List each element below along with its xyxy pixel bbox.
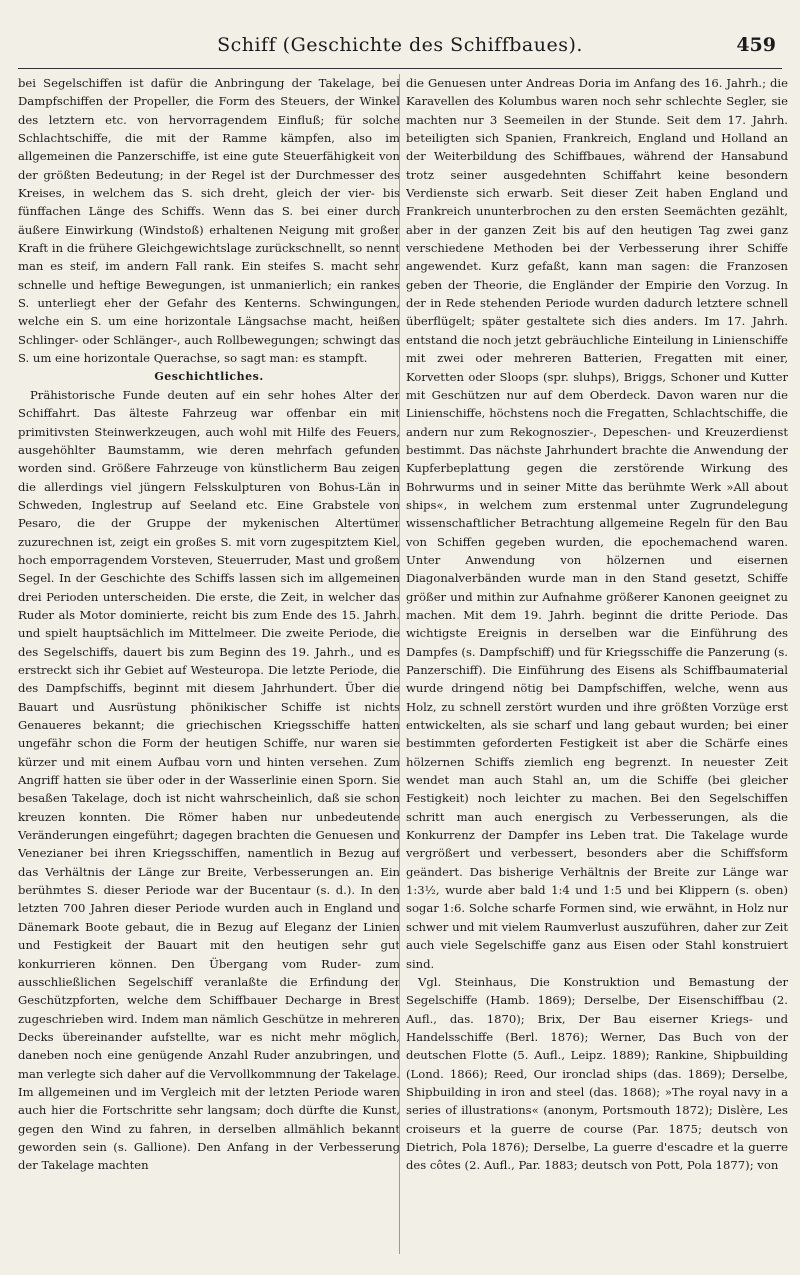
section-heading: Geschichtliches.: [154, 369, 264, 383]
paragraph-history: Prähistorische Funde deuten auf ein sehr hohes Alter der Schiffahrt. Das älteste Fahrzeug war offenbar ein mit primitivsten Steinwerkzeugen, auch wohl mit Hilfe des Feuers, ausgehöhlter Baumstamm, wie deren mehrfach gefunden worden sind. Größere Fahrzeuge von künstlicherm Bau zeigen die allerdings viel jüngern Felsskulpturen von Bohus-Län in Schweden, Inglestrup auf Seeland etc. Eine Grabstele von Pesaro, die der Gruppe der mykenischen Altertümer zuzurechnen ist, zeigt ein großes S. mit vorn zugespitztem Kiel, hoch emporragendem Vorsteven, Steuerruder, Mast und großem Segel. In der Geschichte des Schiffs lassen sich im allgemeinen drei Perioden unterscheiden. Die erste, die Zeit, in welcher das Ruder als Motor dominierte, reicht bis zum Ende des 15. Jahrh. und spielt hauptsächlich im Mittelmeer. Die zweite Periode, die des Segelschiffs, dauert bis zum Beginn des 19. Jahrh., und es erstreckt sich ihr Gebiet auf Westeuropa. Die letzte Periode, die des Dampfschiffs, beginnt mit diesem Jahrhundert. Über die Bauart und Ausrüstung phönikischer Schiffe ist nichts Genaueres bekannt; die griechischen Kriegsschiffe hatten ungefähr schon die Form der heutigen Schiffe, nur waren sie kürzer und mit einem Aufbau vorn und hinten versehen. Zum Angriff hatten sie über oder in der Wasserlinie einen Sporn. Sie besaßen Takelage, doch ist nicht wahrscheinlich, daß sie schon kreuzen konnten. Die Römer haben nur unbedeutende Veränderungen eingeführt; dagegen brachten die Genuesen und Venezianer bei ihren Kriegsschiffen, namentlich in Bezug auf das Verhältnis der Länge zur Breite, Verbesserungen an. Ein berühmtes S. dieser Periode war der Bucentaur (s. d.). In den letzten 700 Jahren dieser Periode wurden auch in England und Dänemark Boote gebaut, die in Bezug auf Eleganz der Linien und Festigkeit der Bauart mit den heutigen sehr gut konkurrieren können. Den Übergang vom Ruder- zum ausschließlichen Segelschiff veranlaßte die Erfindung der Geschützpforten, welche dem Schiffbauer Decharge in Brest zugeschrieben wird. Indem man nämlich Geschütze in mehreren Decks übereinander aufstellte, war es nicht mehr möglich, daneben noch eine genügende Anzahl Ruder anzubringen, und man verlegte sich daher auf die Vervollkommnung der Takelage. Im allgemeinen und im Vergleich mit der letzten Periode waren auch hier die Fortschritte sehr langsam; doch dürfte die Kunst, gegen den Wind zu fahren, in derselben allmählich bekannt geworden sein (s. Gallione). Den Anfang in der Verbesserung der Takelage machten: [18, 387, 400, 1173]
paragraph-steering: bei Segelschiffen ist dafür die Anbringung der Takelage, bei Dampfschiffen der Propeller, die Form des Steuers, der Winkel des letztern etc. von hervorragendem Einfluß; für solche Schlachtschiffe, die mit der Ramme kämpfen, also im allgemeinen die Panzerschiffe, ist eine gute Steuerfähigkeit von der größten Bedeutung; in der Regel ist der Durchmesser des Kreises, in welchem das S. sich dreht, gleich der vier- bis fünffachen Länge des Schiffs. Wenn das S. bei einer durch äußere Einwirkung (Windstoß) erhaltenen Neigung mit großer Kraft in die frühere Gleichgewichtslage zurückschnellt, so nennt man es steif, im andern Fall rank. Ein steifes S. macht sehr schnelle und heftige Bewegungen, ist unmanierlich; ein rankes S. unterliegt eher der Gefahr des Kenterns. Schwingungen, welche ein S. um eine horizontale Längsachse macht, heißen Schlinger- oder Schlänger-, auch Rollbewegungen; schwingt das S. um eine horizontale Querachse, so sagt man: es stampft.: [18, 76, 400, 366]
paragraph-references: Vgl. Steinhaus, Die Konstruktion und Bemastung der Segelschiffe (Hamb. 1869); Derselbe, Der Eisenschiffbau (2. Aufl., das. 1870); Brix, Der Bau eiserner Kriegs- und Handelsschiffe (Berl. 1876); Werner, Das Buch von der deutschen Flotte (5. Aufl., Leipz. 1889); Rankine, Shipbuilding (Lond. 1866); Reed, Our ironclad ships (das. 1869); Derselbe, Shipbuilding in iron and steel (das. 1868); »The royal navy in a series of illustrations« (anonym, Portsmouth 1872); Dislère, Les croiseurs et la guerre de course (Par. 1875; deutsch von Dietrich, Pola 1876); Derselbe, La guerre d'escadre et la guerre des côtes (2. Aufl., Par. 1883; deutsch von Pott, Pola 1877); von: [406, 974, 788, 1173]
column-divider: [399, 74, 400, 1254]
paragraph-history-continued: die Genuesen unter Andreas Doria im Anfang des 16. Jahrh.; die Karavellen des Kolumbus waren noch sehr schlechte Segler, sie machten nur 3 Seemeilen in der Stunde. Seit dem 17. Jahrh. beteiligten sich Spanien, Frankreich, England und Holland an der Weiterbildung des Schiffbaues, während der Hansabund trotz seiner ausgedehnten Schiffahrt keine besondern Verdienste sich erwarb. Seit dieser Zeit haben England und Frankreich ununterbrochen zu den ersten Seemächten gezählt, aber in der ganzen Zeit bis auf den heutigen Tag zwei ganz verschiedene Methoden bei der Verbesserung ihrer Schiffe angewendet. Kurz gefaßt, kann man sagen: die Franzosen geben der Theorie, die Engländer der Empirie den Vorzug. In der in Rede stehenden Periode wurden dadurch letztere schnell überflügelt; später gestaltete sich dies anders. Im 17. Jahrh. entstand die noch jetzt gebräuchliche Einteilung in Linienschiffe mit zwei oder mehreren Batterien, Fregatten mit einer, Korvetten oder Sloops (spr. sluhps), Briggs, Schoner und Kutter mit Geschützen nur auf dem Oberdeck. Davon waren nur die Linienschiffe, höchstens noch die Fregatten, Schlachtschiffe, die andern nur zum Rekognoszier-, Depeschen- und Kreuzerdienst bestimmt. Das nächste Jahrhundert brachte die Anwendung der Kupferbeplattung gegen die zerstörende Wirkung des Bohrwurms und in seiner Mitte das berühmte Werk »All about ships«, in welchem zum erstenmal unter Zugrundelegung wissenschaftlicher Betrachtung allgemeine Regeln für den Bau von Schiffen gegeben wurden, die epochemachend waren. Unter Anwendung von hölzernen und eisernen Diagonalverbänden wurde man in den Stand gesetzt, Schiffe größer und mithin zur Aufnahme größerer Kanonen geeignet zu machen. Mit dem 19. Jahrh. beginnt die dritte Periode. Das wichtigste Ereignis in derselben war die Einführung des Dampfes (s. Dampfschiff) und für Kriegsschiffe die Panzerung (s. Panzerschiff). Die Einführung des Eisens als Schiffbaumaterial wurde dringend nötig bei Dampfschiffen, welche, wenn aus Holz, zu schnell zerstört wurden und ihre größten Vorzüge erst entwickelten, als sie scharf und lang gebaut wurden; bei einer bestimmten geforderten Festigkeit ist aber die Schärfe eines hölzernen Schiffs ziemlich eng begrenzt. In neuester Zeit wendet man auch Stahl an, um die Schiffe (bei gleicher Festigkeit) noch leichter zu machen. Bei den Segelschiffen schritt man auch energisch zu Verbesserungen, als die Konkurrenz der Dampfer ins Leben trat. Die Takelage wurde vergrößert und verbessert, besonders aber die Schiffsform geändert. Das bisherige Verhältnis der Breite zur Länge war 1:3½, wurde aber bald 1:4 und 1:5 und bei Klippern (s. oben) sogar 1:6. Solche scharfe Formen sind, wie erwähnt, in Holz nur schwer und mit vielem Raumverlust auszuführen, daher zur Zeit auch viele Segelschiffe ganz aus Eisen oder Stahl konstruiert sind.: [406, 76, 788, 971]
left-column: [18, 74, 400, 1264]
header-rule: [18, 68, 782, 69]
page-header: [0, 34, 800, 64]
right-column: [406, 74, 788, 1264]
page-number: 459: [736, 34, 776, 56]
running-title: Schiff (Geschichte des Schiffbaues).: [217, 34, 583, 56]
